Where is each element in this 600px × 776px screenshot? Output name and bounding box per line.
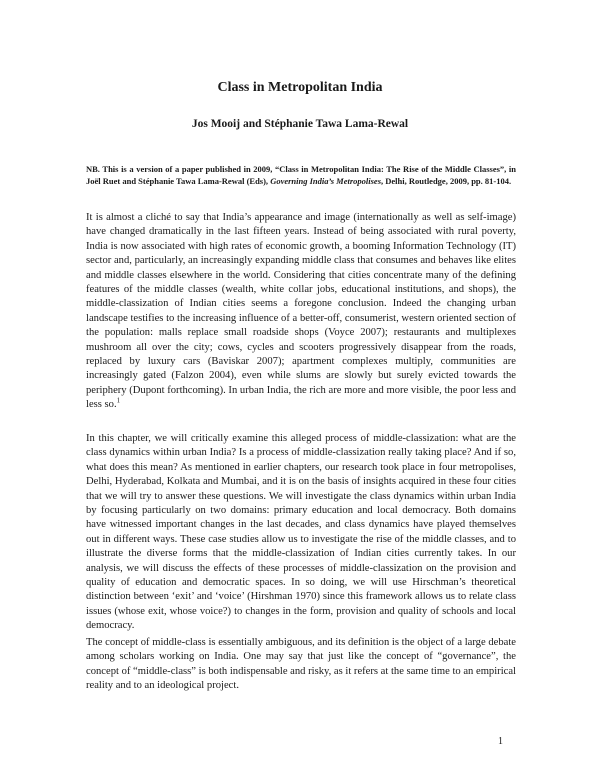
paragraph-2: In this chapter, we will critically examine this alleged process of middle-classization: what are the class dynamics within urban India? Is a process of middle-classization really taking place? And if so, what does this mean? As mentioned in earlier chapters, our research took place in four metropolises, Delhi, Hyderabad, Kolkata and Mumbai, and it is on the basis of insights acquired in these four cities that we will try to answer these questions. We will investigate the class dynamics within urban India by focusing particularly on two domains: primary education and local democracy. Both domains have witnessed important changes in the last decades, and class dynamics have played themselves out in different ways. These case studies allow us to investigate the rise of the middle classes, and to illustrate the diverse forms that the middle-classization of Indian cities currently takes. In our analysis, we will discuss the effects of these processes of middle-classization on the provision and quality of education and democratic spaces. In so doing, we will use Hirschman’s theoretical distinction between ‘exit’ and ‘voice’ (Hirshman 1970) since this framework allows us to relate class issues (whose exit, whose voice?) to changes in the form, provision and quality of schools and local democracy. <box>86 433 516 632</box>
paragraph-1 <box>86 211 516 413</box>
authors: Jos Mooij and Stéphanie Tawa Lama-Rewal <box>191 118 409 130</box>
footnote-marker[interactable]: 1 <box>116 396 121 405</box>
note-prefix: NB. This is a version of a paper published in 2009, “Class in Metropolitan India: The Rise of the Middle Classes”, in Joël Ruet and Stéphanie Tawa Lama-Rewal (Eds), <box>86 164 516 186</box>
note-suffix: , Delhi, Routledge, 2009, pp. 81-104. <box>381 176 512 186</box>
note-book-title: Governing India’s Metropolises <box>270 176 382 186</box>
paragraph-3: The concept of middle-class is essentially ambiguous, and its definition is the object of a large debate among scholars working on India. One may say that just like the concept of “governance”, the concept of “middle-class” is both indispensable and risky, as it refers at the same time to an empirical reality and to an ideological project. <box>86 637 516 692</box>
page-number: 1 <box>498 736 503 747</box>
paragraph-1-text: It is almost a cliché to say that India’s appearance and image (internationally as well as self-image) have changed dramatically in the last fifteen years. Instead of being associated with rural poverty, India is now associated with high rates of economic growth, a booming Information Technology (IT) sector and, particularly, an increasingly expanding middle class that consumes and behaves like elites and middle classes elsewhere in the world. Considering that cities concentrate many of the defining features of the middle classes (wealth, white collar jobs, educational institutions, and shops), the middle-classization of Indian cities seems a foregone conclusion. Indeed the changing urban landscape testifies to the increasing influence of a better-off, consumerist, western oriented section of the population: malls replace small roadside shops (Voyce 2007); restaurants and multiplexes mushroom all over the city; cows, cycles and scooters progressively disappear from the roads, replaced by luxury cars (Baviskar 2007); apartment complexes multiply, communities are increasingly gated (Falzon 2004), even while slums are slowly but surely evicted towards the periphery (Dupont forthcoming). In urban India, the rich are more and more visible, the poor less and less so. <box>86 212 516 411</box>
page-title: Class in Metropolitan India <box>217 80 383 95</box>
publication-note <box>86 163 516 187</box>
